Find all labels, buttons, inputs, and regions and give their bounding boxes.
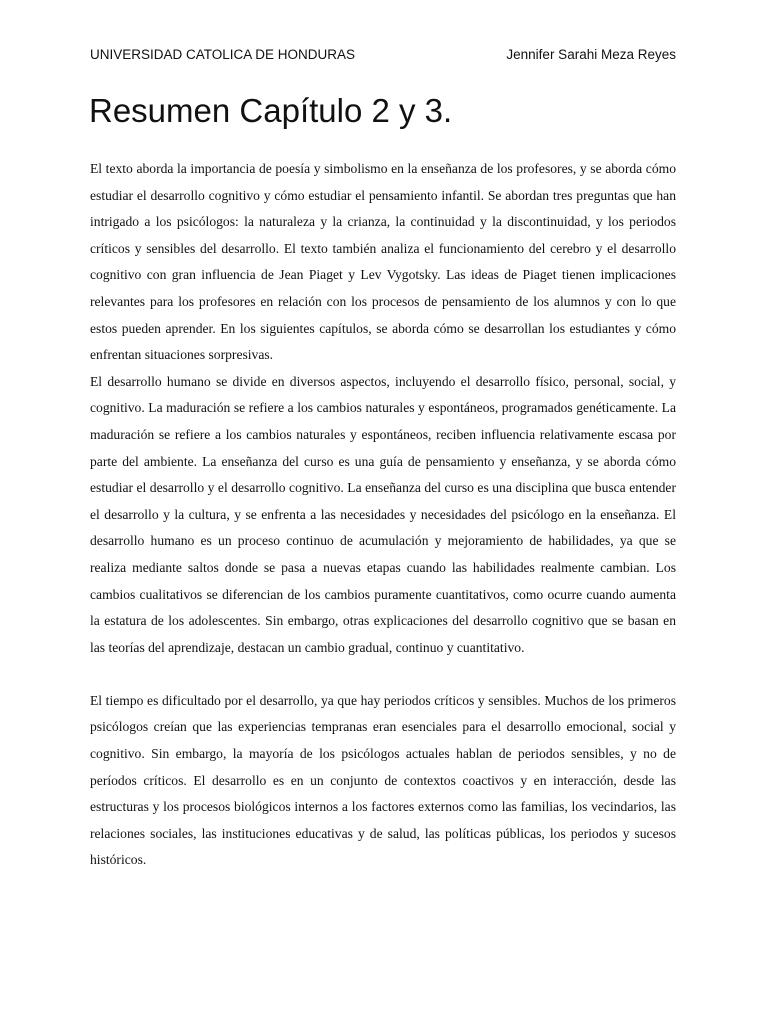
document-body xyxy=(90,156,676,874)
page-header xyxy=(90,44,676,64)
paragraph: El texto aborda la importancia de poesía y simbolismo en la enseñanza de los profesores, y se aborda cómo estudiar el desarrollo cognitivo y cómo estudiar el pensamiento infantil. Se abordan tres preguntas que han intrigado a los psicólogos: la naturaleza y la crianza, la continuidad y la discontinuidad, y los periodos críticos y sensibles del desarrollo. El texto también analiza el funcionamiento del cerebro y el desarrollo cognitivo con gran influencia de Jean Piaget y Lev Vygotsky. Las ideas de Piaget tienen implicaciones relevantes para los profesores en relación con los procesos de pensamiento de los alumnos y con lo que estos pueden aprender. En los siguientes capítulos, se aborda cómo se desarrollan los estudiantes y cómo enfrentan situaciones sorpresivas. xyxy=(90,161,676,363)
paragraph: El desarrollo humano se divide en diversos aspectos, incluyendo el desarrollo físico, personal, social, y cognitivo. La maduración se refiere a los cambios naturales y espontáneos, programados genéticamente. La maduración se refiere a los cambios naturales y espontáneos, reciben influencia relativamente escasa por parte del ambiente. La enseñanza del curso es una guía de pensamiento y enseñanza, y se aborda cómo estudiar el desarrollo y el desarrollo cognitivo. La enseñanza del curso es una disciplina que busca entender el desarrollo y la cultura, y se enfrenta a las necesidades y necesidades del psicólogo en la enseñanza. El desarrollo humano es un proceso continuo de acumulación y mejoramiento de habilidades, ya que se realiza mediante saltos donde se pasa a nuevas etapas cuando las habilidades realmente cambian. Los cambios cualitativos se diferencian de los cambios puramente cuantitativos, como ocurre cuando aumenta la estatura de los adolescentes. Sin embargo, otras explicaciones del desarrollo cognitivo que se basan en las teorías del aprendizaje, destacan un cambio gradual, continuo y cuantitativo. xyxy=(90,373,676,655)
header-institution: UNIVERSIDAD CATOLICA DE HONDURAS xyxy=(90,46,356,62)
paragraph: El tiempo es dificultado por el desarrollo, ya que hay periodos críticos y sensibles. Muchos de los primeros psicólogos creían que las experiencias tempranas eran esenciales para el desarrollo emocional, social y cognitivo. Sin embargo, la mayoría de los psicólogos actuales hablan de periodos sensibles, y no de períodos críticos. El desarrollo es en un conjunto de contextos coactivos y en interacción, desde las estructuras y los procesos biológicos internos a los factores externos como las familias, los vecindarios, las relaciones sociales, las instituciones educativas y de salud, las políticas públicas, los periodos y sucesos históricos. xyxy=(90,692,676,868)
header-author: Jennifer Sarahi Meza Reyes xyxy=(506,46,676,62)
document-title: Resumen Capítulo 2 y 3. xyxy=(89,92,453,129)
